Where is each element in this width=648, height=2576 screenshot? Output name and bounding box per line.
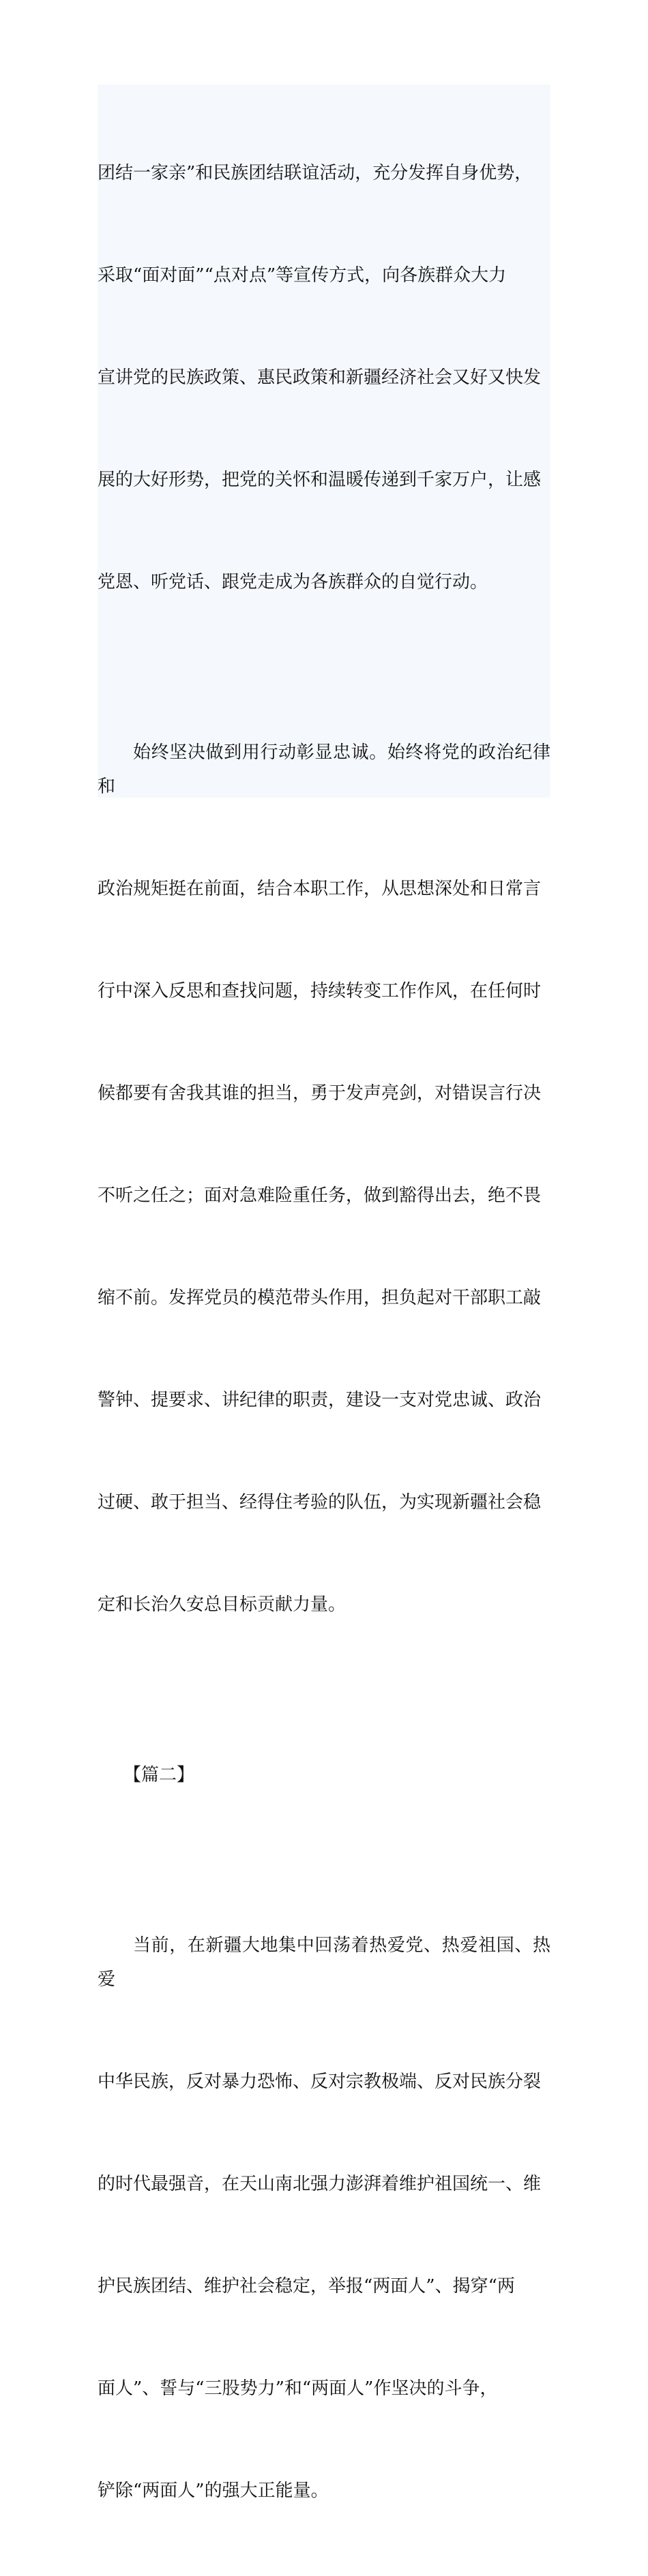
paragraph-3 bbox=[98, 1860, 550, 2576]
text-line: 过硬、敢于担当、经得住考验的队伍，为实现新疆社会稳 bbox=[98, 1492, 542, 1513]
text-line: 铲除“两面人”的强大正能量。 bbox=[98, 2481, 329, 2501]
text-line: 的时代最强音，在天山南北强力澎湃着维护祖国统一、维 bbox=[98, 2174, 542, 2194]
text-line: 候都要有舍我其谁的担当，勇于发声亮剑，对错误言行决 bbox=[98, 1083, 542, 1104]
text-line: 党恩、听党话、跟党走成为各族群众的自觉行动。 bbox=[98, 572, 488, 592]
text-line: 政治规矩挺在前面，结合本职工作，从思想深处和日常言 bbox=[98, 879, 542, 899]
text-line: 始终坚决做到用行动彰显忠诚。始终将党的政治纪律和 bbox=[98, 742, 550, 797]
text-line: 面人”、誓与“三股势力”和“两面人”作坚决的斗争， bbox=[98, 2378, 498, 2399]
text-line: 缩不前。发挥党员的模范带头作用，担负起对干部职工敲 bbox=[98, 1288, 542, 1308]
section-heading-text: 【篇二】 bbox=[123, 1765, 195, 1785]
text-line: 行中深入反思和查找问题，持续转变工作作风，在任何时 bbox=[98, 981, 542, 1001]
text-line: 当前，在新疆大地集中回荡着热爱党、热爱祖国、热爱 bbox=[98, 1935, 550, 1990]
document-body bbox=[98, 88, 550, 2576]
text-line: 护民族团结、维护社会稳定，举报“两面人”、揭穿“两 bbox=[98, 2276, 515, 2297]
text-line: 展的大好形势，把党的关怀和温暖传递到千家万户，让感 bbox=[98, 470, 542, 490]
paragraph-2 bbox=[98, 667, 550, 1690]
text-line: 采取“面对面”“点对点”等宣传方式，向各族群众大力 bbox=[98, 265, 507, 286]
text-line: 中华民族，反对暴力恐怖、反对宗教极端、反对民族分裂 bbox=[98, 2072, 542, 2092]
text-line: 宣讲党的民族政策、惠民政策和新疆经济社会又好又快发 bbox=[98, 367, 542, 388]
text-line: 团结一家亲”和民族团结联谊活动，充分发挥自身优势， bbox=[98, 163, 533, 183]
text-line: 警钟、提要求、讲纪律的职责，建设一支对党忠诚、政治 bbox=[98, 1390, 542, 1410]
text-line: 定和长治久安总目标贡献力量。 bbox=[98, 1594, 347, 1615]
text-line: 不听之任之；面对急难险重任务，做到豁得出去，绝不畏 bbox=[98, 1185, 542, 1206]
section-heading bbox=[98, 1690, 550, 1860]
paragraph-1 bbox=[98, 88, 550, 667]
